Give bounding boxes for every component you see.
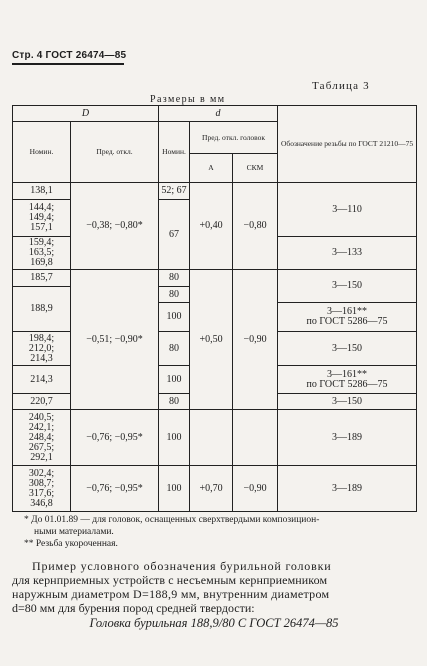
table-cell: −0,76; −0,95* bbox=[71, 466, 159, 512]
table-cell: 3—110 bbox=[278, 183, 417, 237]
d-deviation-header: Пред. откл. головок bbox=[190, 122, 278, 154]
table-cell: −0,76; −0,95* bbox=[71, 410, 159, 466]
table-cell: −0,90 bbox=[233, 466, 278, 512]
d-nominal-header: Номин. bbox=[159, 122, 190, 183]
table-cell: 3—189 bbox=[278, 410, 417, 466]
table-cell: 3—150 bbox=[278, 270, 417, 303]
table-cell: −0,90 bbox=[233, 270, 278, 410]
footnote-1-cont: ными материалами. bbox=[34, 527, 114, 537]
table-number: Таблица 3 bbox=[312, 80, 370, 92]
table-cell: 220,7 bbox=[13, 394, 71, 410]
table-cell bbox=[233, 410, 278, 466]
table-cell: 80 bbox=[159, 394, 190, 410]
table-cell bbox=[190, 410, 233, 466]
table-cell: +0,50 bbox=[190, 270, 233, 410]
example-line-4: d=80 мм для бурения пород средней твердости: bbox=[12, 601, 255, 615]
table-cell: 3—133 bbox=[278, 237, 417, 270]
example-line-1: Пример условного обозначения бурильной головки bbox=[32, 559, 332, 573]
col-A-header: А bbox=[190, 154, 233, 183]
table-cell: 100 bbox=[159, 303, 190, 332]
table-cell: 138,1 bbox=[13, 183, 71, 200]
table-cell: +0,40 bbox=[190, 183, 233, 270]
page-header: Стр. 4 ГОСТ 26474—85 bbox=[12, 50, 127, 61]
dimensions-table bbox=[12, 105, 417, 512]
example-line-3: наружным диаметром D=188,9 мм, внутренним диаметром bbox=[12, 587, 330, 601]
table-cell: 80 bbox=[159, 332, 190, 366]
footnote-2: ** Резьба укороченная. bbox=[24, 539, 118, 549]
table-cell: +0,70 bbox=[190, 466, 233, 512]
dimensions-caption: Размеры в мм bbox=[150, 94, 226, 105]
example-line-2: для кернприемных устройств с несъемным кернприемником bbox=[12, 573, 328, 587]
table-cell: 3—189 bbox=[278, 466, 417, 512]
example-designation: Головка бурильная 188,9/80 С ГОСТ 26474—85 bbox=[89, 616, 339, 630]
table-cell: 3—150 bbox=[278, 394, 417, 410]
table-cell: 188,9 bbox=[13, 287, 71, 332]
table-cell: −0,80 bbox=[233, 183, 278, 270]
table-cell: 100 bbox=[159, 466, 190, 512]
group-header-d: d bbox=[159, 106, 278, 122]
footnote-1: * До 01.01.89 — для головок, оснащенных сверхтвердыми композицион- bbox=[24, 515, 320, 525]
table-cell: 3—161** по ГОСТ 5286—75 bbox=[278, 366, 417, 394]
col-SKM-header: СКМ bbox=[233, 154, 278, 183]
table-cell: 100 bbox=[159, 366, 190, 394]
table-cell: 302,4; 308,7; 317,6; 346,8 bbox=[13, 466, 71, 512]
table-cell: 80 bbox=[159, 287, 190, 303]
thread-header: Обозначение резьбы по ГОСТ 21210—75 bbox=[278, 106, 417, 183]
deviation-header: Пред. откл. bbox=[71, 122, 159, 183]
header-rule bbox=[12, 63, 124, 65]
table-cell: −0,51; −0,90* bbox=[71, 270, 159, 410]
table-cell: 3—150 bbox=[278, 332, 417, 366]
table-cell: 3—161** по ГОСТ 5286—75 bbox=[278, 303, 417, 332]
table-cell: 52; 67 bbox=[159, 183, 190, 200]
group-header-D: D bbox=[13, 106, 159, 122]
table-cell: 100 bbox=[159, 410, 190, 466]
table-cell: 80 bbox=[159, 270, 190, 287]
table-cell: 159,4; 163,5; 169,8 bbox=[13, 237, 71, 270]
table-cell: 240,5; 242,1; 248,4; 267,5; 292,1 bbox=[13, 410, 71, 466]
nominal-header: Номин. bbox=[13, 122, 71, 183]
table-cell: 214,3 bbox=[13, 366, 71, 394]
table-cell: 144,4; 149,4; 157,1 bbox=[13, 200, 71, 237]
table-cell: 67 bbox=[159, 200, 190, 270]
table-cell: 185,7 bbox=[13, 270, 71, 287]
table-cell: 198,4; 212,0; 214,3 bbox=[13, 332, 71, 366]
table-cell: −0,38; −0,80* bbox=[71, 183, 159, 270]
